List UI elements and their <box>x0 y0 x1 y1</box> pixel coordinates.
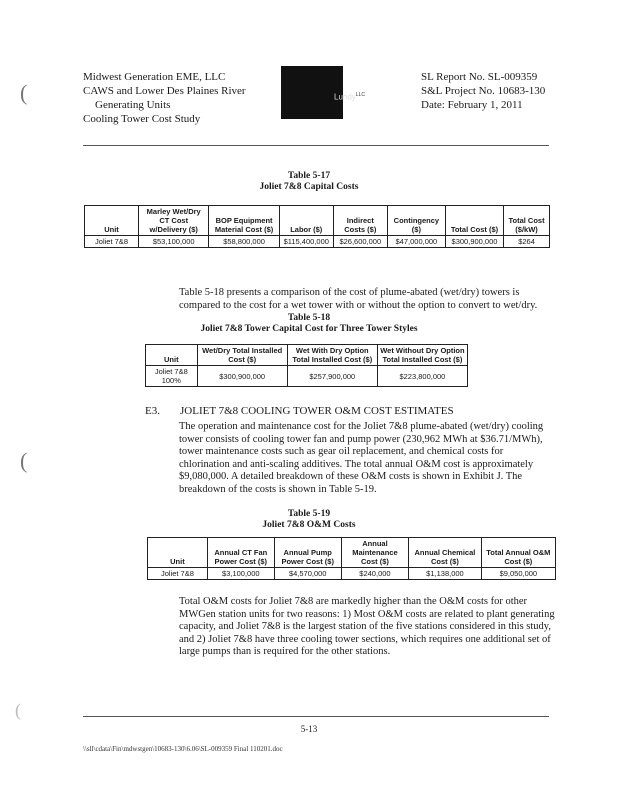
header-report-block <box>421 70 545 112</box>
report-date: Date: February 1, 2011 <box>421 99 523 111</box>
table-cell: $264 <box>504 236 550 248</box>
table-cell: Joliet 7&8 <box>148 568 208 580</box>
table-cell: $53,100,000 <box>139 236 209 248</box>
table-cell: $300,900,000 <box>445 236 503 248</box>
table-cell: $115,400,000 <box>279 236 333 248</box>
table-cell: $58,800,000 <box>209 236 279 248</box>
table-5-17-caption: Table 5-17 Joliet 7&8 Capital Costs <box>259 171 359 192</box>
page-number: 5-13 <box>300 724 318 734</box>
margin-mark: ( <box>20 448 28 473</box>
header-divider <box>83 145 549 146</box>
col-header: Annual Pump Power Cost ($) <box>274 538 341 568</box>
margin-mark: ( <box>15 700 21 720</box>
table-cell: Joliet 7&8 <box>85 236 139 248</box>
table-row <box>85 236 550 248</box>
col-header: Total Cost ($/kW) <box>504 206 550 236</box>
section-heading <box>145 405 454 417</box>
table-cell: $9,050,000 <box>481 568 555 580</box>
table-cell: $223,800,000 <box>377 366 467 387</box>
table-5-19-caption: Table 5-19 Joliet 7&8 O&M Costs <box>262 509 356 530</box>
col-header: Total Cost ($) <box>445 206 503 236</box>
header-line: Generating Units <box>95 99 171 111</box>
col-header: Annual Maintenance Cost ($) <box>341 538 409 568</box>
table-cell: $1,138,000 <box>409 568 481 580</box>
section-body: The operation and maintenance cost for the Joliet 7&8 plume-abated (wet/dry) cooling tower consists of cooling tower fan and pump power (230,962 MWh at $36.71/MWh), tower maintenance costs such as gear oil replacement, and chemical costs for chlorination and anti-scaling additives. The total annual O&M cost is approximately $9,080,000. A detailed breakdown of these O&M costs is shown in Exhibit J. The breakdown of the costs is shown in Table 5-19. <box>179 421 544 495</box>
col-header: Labor ($) <box>279 206 333 236</box>
table-cell: $4,570,000 <box>274 568 341 580</box>
report-number: SL Report No. SL-009359 <box>421 71 538 83</box>
header-line: Cooling Tower Cost Study <box>83 113 201 125</box>
col-header: Annual CT Fan Power Cost ($) <box>207 538 274 568</box>
col-header: Total Annual O&M Cost ($) <box>481 538 555 568</box>
table-header-row <box>148 538 556 568</box>
col-header: Indirect Costs ($) <box>333 206 387 236</box>
table-row <box>148 568 556 580</box>
footer-file-path: \\sll\cdata\Fin\mdwstgen\10683-130\6.06\SL-009359 Final 110201.doc <box>83 745 283 753</box>
col-header: Unit <box>146 345 198 366</box>
footer-divider <box>83 716 549 717</box>
table-5-18-caption: Table 5-18 Joliet 7&8 Tower Capital Cost for Three Tower Styles <box>200 313 418 334</box>
logo-text: Lundy$^{LLC}$ <box>334 92 365 102</box>
col-header: Contingency ($) <box>387 206 445 236</box>
col-header: Unit <box>148 538 208 568</box>
table-cell: $240,000 <box>341 568 409 580</box>
table-cell: $257,900,000 <box>287 366 377 387</box>
paragraph-om-comparison: Total O&M costs for Joliet 7&8 are markedly higher than the O&M costs for other MWGen station units for two reasons: 1) Most O&M costs are related to plant generating capacity, and Joliet 7&8 is the largest station of the five stations considered in this study, and 2) Joliet 7&8 have three cooling tower sections, which requires one additional set of large pumps than is required for the other stations. <box>179 596 555 657</box>
table-cell: $47,000,000 <box>387 236 445 248</box>
table-5-17 <box>84 205 550 248</box>
col-header: Unit <box>85 206 139 236</box>
col-header: Wet/Dry Total Installed Cost ($) <box>197 345 287 366</box>
table-cell: $26,600,000 <box>333 236 387 248</box>
table-cell: $300,900,000 <box>197 366 287 387</box>
col-header: Wet Without Dry Option Total Installed Cost ($) <box>377 345 467 366</box>
section-number: E3. <box>145 405 160 417</box>
col-header: Marley Wet/Dry CT Cost w/Delivery ($) <box>139 206 209 236</box>
col-header: BOP Equipment Material Cost ($) <box>209 206 279 236</box>
col-header: Wet With Dry Option Total Installed Cost ($) <box>287 345 377 366</box>
header-line: Midwest Generation EME, LLC <box>83 71 226 83</box>
section-title: JOLIET 7&8 COOLING TOWER O&M COST ESTIMATES <box>180 405 454 417</box>
col-header: Annual Chemical Cost ($) <box>409 538 481 568</box>
table-5-19 <box>147 537 556 580</box>
project-number: S&L Project No. 10683-130 <box>421 85 546 97</box>
margin-mark: ( <box>20 80 28 105</box>
table-row <box>146 366 468 387</box>
table-header-row <box>85 206 550 236</box>
table-5-18 <box>145 344 468 387</box>
header-line: CAWS and Lower Des Plaines River <box>83 85 246 97</box>
table-header-row <box>146 345 468 366</box>
table-cell: $3,100,000 <box>207 568 274 580</box>
table-cell: Joliet 7&8 100% <box>146 366 198 387</box>
paragraph-table-5-18-intro: Table 5-18 presents a comparison of the cost of plume-abated (wet/dry) towers is compared to the cost for a wet tower with or without the option to convert to wet/dry. <box>179 287 538 311</box>
header-company-block <box>83 70 246 126</box>
